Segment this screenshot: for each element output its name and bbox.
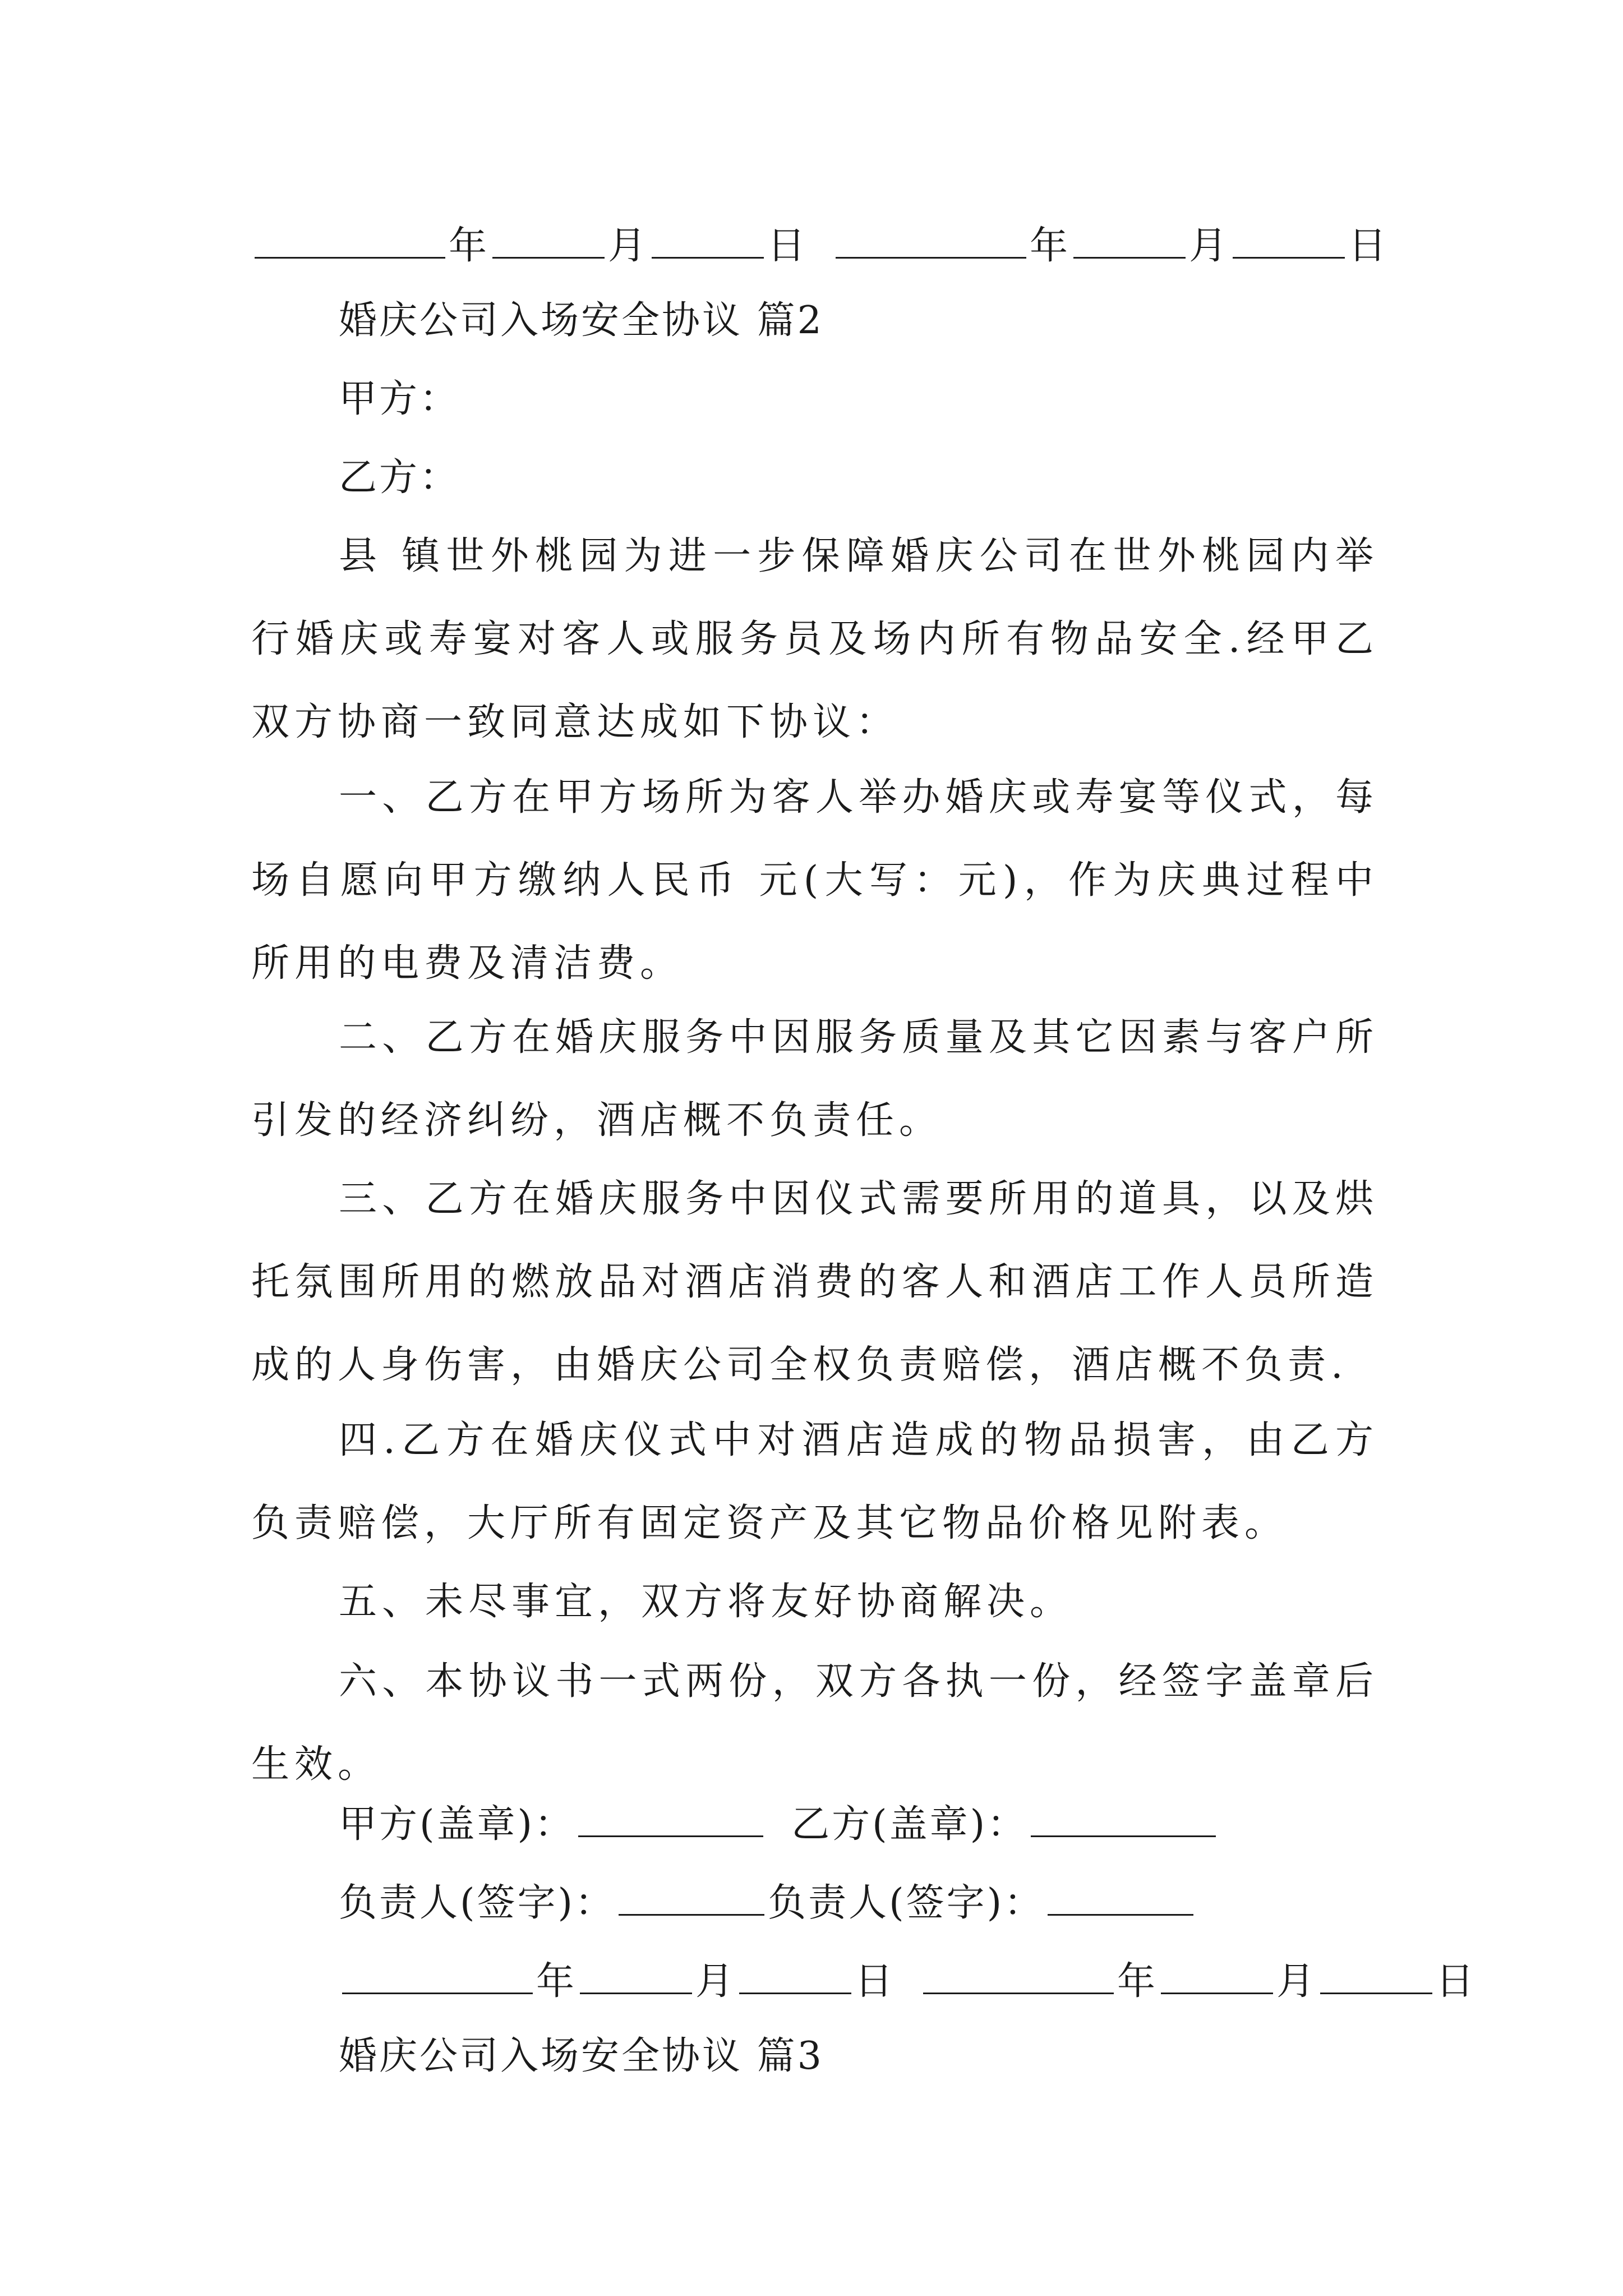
date-blank bbox=[1233, 223, 1345, 259]
day-label: 日 bbox=[855, 1959, 896, 2004]
party-b-signature-blank bbox=[1048, 1880, 1193, 1916]
date-row-top bbox=[251, 223, 1389, 268]
party-b-seal-blank bbox=[1031, 1802, 1216, 1837]
date-blank bbox=[342, 1959, 533, 1994]
clause-3: 三、乙方在婚庆服务中因仪式需要所用的道具，以及烘托氛围所用的燃放品对酒店消费的客人和酒店工作人员所造成的人身伤害，由婚庆公司全权负责赔偿，酒店概不负责. bbox=[251, 1177, 1378, 1387]
year-label: 年 bbox=[536, 1959, 577, 2004]
party-a-signature-blank bbox=[619, 1880, 764, 1916]
month-label: 月 bbox=[608, 224, 649, 268]
date-blank bbox=[1073, 223, 1186, 259]
seal-row bbox=[339, 1802, 1466, 1847]
month-label: 月 bbox=[1189, 224, 1230, 268]
party-b-person-label: 负责人(签字)： bbox=[768, 1881, 1045, 1925]
clause-2: 二、乙方在婚庆服务中因服务质量及其它因素与客户所引发的经济纠纷，酒店概不负责任。 bbox=[251, 1015, 1378, 1143]
date-blank bbox=[1161, 1959, 1273, 1994]
party-a-seal-blank bbox=[578, 1802, 763, 1837]
party-a-seal-label: 甲方(盖章)： bbox=[339, 1802, 575, 1847]
party-a-person-label: 负责人(签字)： bbox=[339, 1881, 616, 1925]
clause-4: 四.乙方在婚庆仪式中对酒店造成的物品损害，由乙方负责赔偿，大厅所有固定资产及其它物品价格见附表。 bbox=[251, 1418, 1378, 1545]
year-label: 年 bbox=[1117, 1959, 1158, 2004]
section3-heading: 婚庆公司入场安全协议 篇3 bbox=[339, 2034, 824, 2078]
clause-5: 五、未尽事宜，双方将友好协商解决。 bbox=[339, 1580, 1073, 1624]
party-a-label: 甲方： bbox=[339, 377, 460, 421]
date-blank bbox=[836, 223, 1026, 259]
year-label: 年 bbox=[449, 224, 490, 268]
intro-paragraph: 县 镇世外桃园为进一步保障婚庆公司在世外桃园内举行婚庆或寿宴对客人或服务员及场内所有物品安全.经甲乙双方协商一致同意达成如下协议： bbox=[251, 534, 1378, 744]
day-label: 日 bbox=[1436, 1959, 1477, 2004]
date-blank bbox=[492, 223, 605, 259]
date-blank bbox=[652, 223, 764, 259]
signature-row bbox=[339, 1880, 1466, 1925]
party-b-label: 乙方： bbox=[339, 455, 460, 500]
day-label: 日 bbox=[1348, 224, 1389, 268]
date-blank bbox=[580, 1959, 692, 1994]
date-row-bottom bbox=[339, 1959, 1477, 2004]
date-blank bbox=[1320, 1959, 1432, 1994]
year-label: 年 bbox=[1030, 224, 1071, 268]
date-blank bbox=[739, 1959, 851, 1994]
section2-heading: 婚庆公司入场安全协议 篇2 bbox=[339, 298, 824, 343]
clause-1: 一、乙方在甲方场所为客人举办婚庆或寿宴等仪式，每场自愿向甲方缴纳人民币 元(大写：元)，作为庆典过程中所用的电费及清洁费。 bbox=[251, 775, 1378, 986]
month-label: 月 bbox=[695, 1959, 736, 2004]
clause-6: 六、本协议书一式两份，双方各执一份，经签字盖章后生效。 bbox=[251, 1659, 1378, 1787]
month-label: 月 bbox=[1276, 1959, 1317, 2004]
party-b-seal-label: 乙方(盖章)： bbox=[791, 1802, 1028, 1847]
day-label: 日 bbox=[767, 224, 808, 268]
date-blank bbox=[923, 1959, 1114, 1994]
date-blank bbox=[255, 223, 445, 259]
